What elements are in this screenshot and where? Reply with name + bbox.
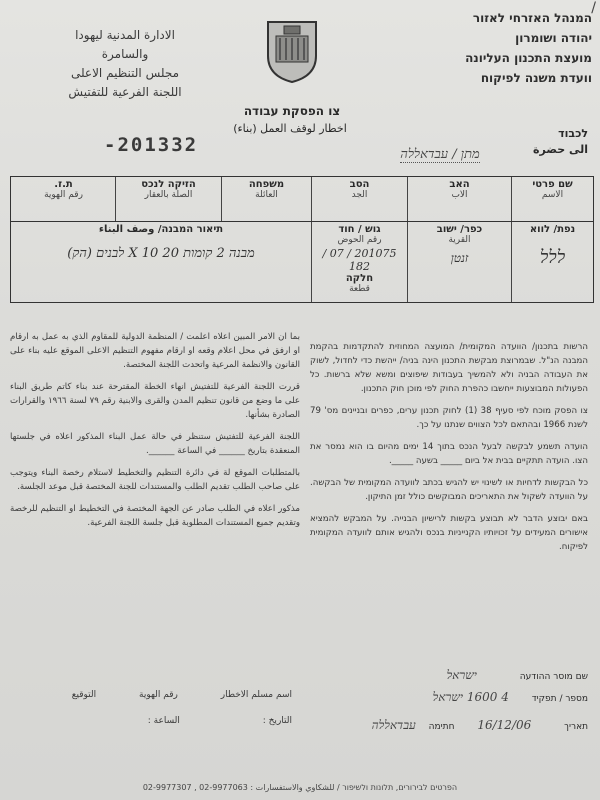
table-cell	[311, 222, 407, 302]
deliverer-label: שם מוסר ההודעה	[519, 672, 588, 682]
arabic-body-text	[10, 330, 300, 538]
receiver-hour-label: الساعة :	[147, 716, 180, 726]
cell-label-hebrew: תיאור המבנה/ وصف البناء	[98, 224, 224, 235]
cell-label-hebrew: גוש / חוד	[338, 224, 381, 235]
body-paragraph: بما ان الامر المبين اعلاه اعلمت / المنظمة الدولية للمقاوم الذي به عمل به ارقام او ارفق في محل اعلام وقعه او ارقام مفهوم التنظيم الاعلى الموقع عليه بناء على القانون والانظمة المرعية واتحدت اللجنة المختصة.	[10, 332, 300, 370]
table-cell	[221, 177, 311, 221]
date-label: תאריך	[564, 722, 588, 732]
body-paragraph: צו הפסק מוכח לפי סעיף 38 (1) לחוק תכנון ערים, כפרים ובניינים מס' 79 לשנת 1966 ובהתאם לכל הצווים שנתנו על כך.	[310, 406, 588, 430]
body-paragraph: כל הבקשות לדחיות או לשינוי יש להגיש בכתב לוועדה המקומית של הבקשה. על הוועדה לשקול את התאריכים המבוקשים כולל זמן התיקון.	[310, 478, 588, 502]
receiver-time-fields	[22, 716, 292, 726]
hebrew-letterhead-line: מועצת התכנון העליונה	[465, 51, 592, 65]
cell-label-arabic: الجد	[351, 190, 368, 200]
receiver-fields	[22, 690, 292, 700]
body-paragraph: באם יבוצע הדבר לא תבוצע בקשות לרישיון הבנייה. על המבקש להמציא אישורים המעידים על זכויותיו הקנייניות בנכס ולהגיש אותם לוועדה המקומית לפיקוח.	[310, 514, 588, 552]
cell-label-hebrew: שם פרטי	[532, 179, 573, 190]
cell-label-arabic: العائلة	[255, 190, 278, 200]
hebrew-body-text	[310, 340, 588, 562]
cell-label-arabic: قطعة	[349, 284, 370, 294]
cell-label-hebrew: האב	[449, 179, 470, 190]
body-paragraph: اللجنة الفرعية للتفتيش ستنظر في حالة عمل البناء المذكور اعلاه في جلستها المنعقدة بتاريخ ______ في الساعة ______.	[10, 432, 300, 456]
table-cell	[407, 177, 511, 221]
cell-label-hebrew: חלקה	[345, 273, 374, 284]
body-paragraph: قررت اللجنة الفرعية للتفتيش انهاء الخطة المقترحة عند بناء كاتم طريق البناء على ما وضع من قانون تنظيم المدن والقرى والابنية رقم ٧٩ لسنة ١٩٦٦ والقرارات الصادرة بشأنها.	[10, 382, 300, 420]
table-cell	[11, 222, 311, 302]
number-label: מספר / תפקיד	[531, 694, 588, 704]
cell-label-hebrew: הסב	[349, 179, 370, 190]
document-number: -201332	[104, 134, 199, 156]
cell-label-hebrew: משפחה	[248, 179, 285, 190]
recipient-handwritten-name: מתן / עבדאללה	[400, 147, 480, 162]
arabic-letterhead-line: الادارة المدنية ليهودا	[75, 28, 175, 42]
cell-label-hebrew: ת.ז.	[54, 179, 73, 190]
arabic-letterhead-line: مجلس التنظيم الاعلى	[70, 66, 180, 80]
table-cell	[511, 222, 593, 302]
footer-contact: 02-9977307 , 02-9977063 : הפרטים לבירורים, תלונות ולשיפור / للشكاوي والاستفسارات	[142, 783, 458, 792]
title-arabic: اخطار لوقف العمل (بناء)	[233, 122, 347, 135]
body-paragraph: הרשות בתכנון/ הוועדה המקומית/ המועצה המחוזית להתקדמות בהקמת המבנה הנ"ל. שבמרוצת מבקשת התכנון הינה בניה/ ייהשת כדי לחדול, לשוק את העבודה הבניה ולא להמשיך בעבודות שיפוצים ומשא שלא ברשות. כל הפעולות המבוצעות ייחשבו כהפרת החוק לפי מוכן חוק התכנון.	[310, 342, 588, 394]
cell-handwritten-value: זנטן	[450, 251, 469, 265]
cell-label-arabic: الاسم	[541, 190, 564, 200]
cell-label-arabic: الاب	[451, 190, 468, 200]
arabic-letterhead	[30, 26, 220, 102]
number-row	[318, 690, 588, 705]
table-cell	[511, 177, 593, 221]
witness-handwritten: עבדאללה	[371, 718, 416, 732]
hebrew-letterhead-line: וועדת משנה לפיקוח	[480, 71, 592, 85]
hebrew-letterhead-line: יהודה ושומרון	[515, 31, 592, 45]
corner-mark: /	[591, 0, 596, 16]
receiver-date-label: التاريخ :	[262, 716, 292, 726]
body-paragraph: بالمتطلبات الموقع لة في دائرة التنظيم والتخطيط لاستلام رخصة البناء ويتوجب على صاحب الطلب تقديم الطلب والمستندات للجنة المختصة قبل موعد الجلسة.	[10, 468, 300, 492]
cell-label-hebrew: הזיקה לנכס	[141, 179, 196, 190]
cell-handwritten-value: מבנה 2 קומות 20 X 10 לבנים (הק)	[67, 246, 255, 261]
table-cell	[115, 177, 221, 221]
arabic-letterhead-line: اللجنة الفرعية للتفتيش	[68, 85, 182, 99]
deliverer-row	[318, 668, 588, 683]
receiver-name-label: اسم مسلم الاخطار	[220, 690, 292, 700]
recipient-label-hebrew: לכבוד	[558, 127, 588, 140]
date-row	[318, 718, 588, 733]
cell-label-arabic: رقم الهوية	[44, 190, 83, 200]
cell-handwritten-value: ללל	[539, 247, 566, 268]
cell-label-arabic: رقم الحوض	[337, 235, 382, 245]
table-cell	[311, 177, 407, 221]
details-table	[10, 176, 594, 303]
deliverer-handwritten: ישראל	[446, 668, 477, 682]
cell-label-arabic: الصلة بالعقار	[144, 190, 193, 200]
hebrew-letterhead	[382, 8, 592, 88]
cell-label-arabic: القرية	[448, 235, 471, 245]
witness-label: חתימה	[428, 722, 455, 732]
cell-label-hebrew: נפת/ לווא	[529, 224, 576, 235]
emblem-icon	[262, 16, 322, 86]
recipient-labels	[518, 126, 588, 158]
table-cell	[407, 222, 511, 302]
cell-label-hebrew: כפר/ ישוב	[436, 224, 483, 235]
hebrew-letterhead-line: המנהל האזרחי לאזור	[472, 11, 592, 25]
table-cell	[12, 177, 115, 221]
title-hebrew: צו הפסקת עבודה	[243, 104, 341, 118]
recipient-label-arabic: الى حضرة	[533, 143, 588, 156]
receiver-id-label: رقم الهوية	[139, 690, 178, 700]
body-paragraph: הועדה תשמע לבקשה לבעל הנכס בתוך 14 ימים מהיום בו הוא נמסר את הצו. הועדה תתקיים בבית אל ביום _____ בשעה _____.	[310, 442, 588, 466]
arabic-letterhead-line: والسامرة	[101, 47, 149, 61]
number-handwritten: 4 1600 ישראל	[432, 690, 509, 704]
cell-handwritten-value: 201075 / 07 / 182	[322, 247, 397, 273]
table-row-location	[11, 222, 593, 302]
date-handwritten: 16/12/06	[477, 718, 532, 732]
body-paragraph: مذكور اعلاه في الطلب صادر عن الجهة المختصة في التخطيط او التنظيم للرخصة وتقديم جميع المستندات المطلوبة قبل جلسة اللجنة الفرعية.	[10, 504, 300, 528]
receiver-sign-label: التوقيع	[71, 690, 97, 700]
table-row-personal	[11, 177, 593, 222]
